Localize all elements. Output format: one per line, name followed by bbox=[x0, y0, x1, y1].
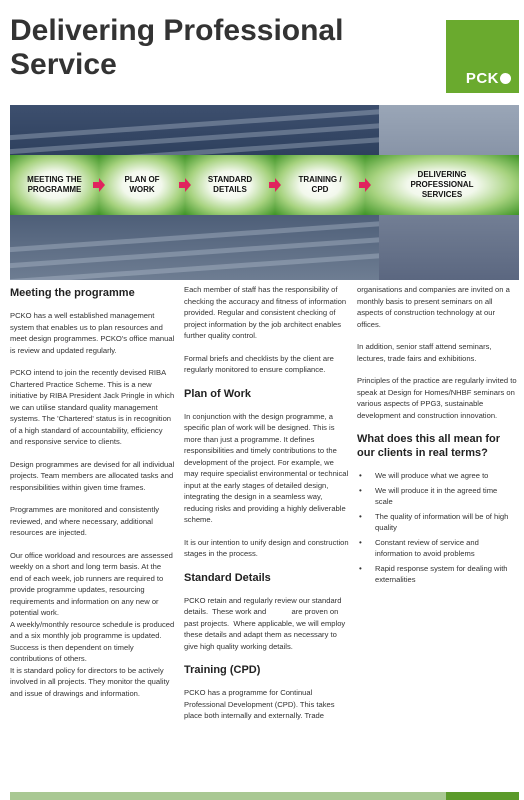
benefits-list bbox=[357, 470, 517, 586]
column-2 bbox=[184, 284, 349, 733]
list-item bbox=[357, 563, 517, 586]
paragraph: Design programmes are devised for all individual projects. Team members are allocated tasks and responsibilities within given time frames. bbox=[10, 459, 175, 492]
section-heading-training: Training (CPD) bbox=[184, 664, 261, 676]
paragraph: PCKO intend to join the recently devised RIBA Chartered Practice Scheme. This is a new initiative by RIBA President Jack Pringle in which we can utilise standard quality management systems. The 'Chartered' status is in recognition of a high standard of accountability, efficiency and responsive service to clients. bbox=[10, 368, 175, 446]
paragraph: organisations and companies are invited on a monthly basis to present seminars on all aspects of construction technology at our offices. bbox=[357, 285, 510, 329]
bullet-icon: • bbox=[359, 485, 362, 495]
list-item-text: Rapid response system for dealing with externalities bbox=[375, 563, 508, 584]
paragraph: Programmes are monitored and consistently reviewed, and where necessary, additional resources are injected. bbox=[10, 505, 159, 537]
logo-text bbox=[466, 70, 511, 87]
list-item-text: We will produce it in the agreed time scale bbox=[375, 485, 498, 506]
section-heading-standard-details: Standard Details bbox=[184, 571, 271, 584]
list-item bbox=[357, 537, 517, 560]
bullet-icon: • bbox=[359, 471, 362, 480]
arrow-right-icon bbox=[92, 177, 106, 193]
paragraph: PCKO has a well established management system that enables us to plan resources and meet design programmes. PCKO's office manual is review and updated regularly. bbox=[10, 311, 175, 355]
paragraph: Formal briefs and checklists by the client are regularly monitored to ensure compliance. bbox=[184, 353, 334, 374]
process-step-standard bbox=[185, 155, 275, 215]
process-banner bbox=[10, 105, 519, 280]
pcko-logo bbox=[446, 20, 519, 93]
process-step-label: DELIVERING PROFESSIONAL SERVICES bbox=[410, 170, 474, 199]
footer-accent bbox=[446, 792, 519, 800]
list-item-text: Constant review of service and information to avoid problems bbox=[375, 537, 479, 558]
title-line-1: Delivering Professional bbox=[10, 14, 344, 47]
list-item-text: The quality of information will be of high quality bbox=[375, 511, 509, 532]
paragraph: It is standard policy for directors to be actively involved in all projects. They monitor the quality and issue of drawings and information. bbox=[10, 665, 170, 698]
process-strip bbox=[10, 155, 519, 215]
paragraph: In conjunction with the design programme, a specific plan of work will be designed. This is more than just a programme. It defines responsibilities and timely contributions to the development of the project. For example, we may require specialist environmental or technical input at the early stages of detailed design, integrating the design in a seamless way, reducing risks and providing a highly deliverable scheme. bbox=[184, 411, 349, 524]
footer-bar bbox=[10, 792, 519, 800]
paragraph: PCKO has a programme for Continual Professional Development (CPD). This takes place both internally and externally. Trade bbox=[184, 688, 335, 720]
process-step-label: MEETING THE PROGRAMME bbox=[27, 175, 82, 194]
paragraph: In addition, senior staff attend seminars, lectures, trade fairs and exhibitions. bbox=[357, 342, 492, 363]
process-step-label: TRAINING / CPD bbox=[298, 175, 342, 194]
process-step-label: STANDARD DETAILS bbox=[207, 175, 253, 194]
list-item bbox=[357, 470, 517, 482]
arrow-right-icon bbox=[358, 177, 372, 193]
page-title bbox=[10, 14, 410, 82]
arrow-right-icon bbox=[268, 177, 282, 193]
title-line-2: Service bbox=[10, 48, 117, 81]
process-step-delivering bbox=[365, 155, 519, 215]
bullet-icon: • bbox=[359, 511, 362, 521]
process-step-plan bbox=[99, 155, 185, 215]
bullet-icon: • bbox=[359, 563, 362, 573]
process-step-label: PLAN OF WORK bbox=[124, 175, 160, 194]
section-heading-meeting: Meeting the programme bbox=[10, 287, 135, 299]
paragraph: PCKO retain and regularly review our standard details. These work and are proven on past projects. Where applicable, we will employ these details and adapt them as necessary to give high quality working details. bbox=[184, 595, 348, 651]
logo-o-circle-icon bbox=[500, 73, 511, 84]
column-3 bbox=[357, 284, 517, 589]
section-heading-client-benefits: What does this all mean for our clients in real terms? bbox=[357, 433, 501, 459]
paragraph: It is our intention to unify design and construction stages in the process. bbox=[184, 537, 349, 558]
list-item-text: We will produce what we agree to bbox=[375, 471, 489, 480]
bullet-icon: • bbox=[359, 537, 362, 547]
column-1 bbox=[10, 286, 175, 710]
list-item bbox=[357, 511, 517, 534]
process-step-training bbox=[275, 155, 365, 215]
logo-letters: PCK bbox=[465, 70, 499, 87]
paragraph: Our office workload and resources are assessed weekly on a short and long term basis. At the end of each week, job runners are required to provide programme updates, resourcing requirements and information on any new or potential work. bbox=[10, 550, 173, 617]
process-step-meeting bbox=[10, 155, 99, 215]
arrow-right-icon bbox=[178, 177, 192, 193]
paragraph: Each member of staff has the responsibility of checking the accuracy and fitness of information provided. Regular and consistent checking of project information by the job architect enables further quality control. bbox=[184, 285, 347, 340]
list-item bbox=[357, 485, 517, 508]
paragraph: Principles of the practice are regularly invited to speak at Design for Homes/NHBF seminars on various aspects of PPG3, sustainable development and construction innovation. bbox=[357, 376, 517, 420]
section-heading-plan-of-work: Plan of Work bbox=[184, 387, 252, 400]
paragraph: A weekly/monthly resource schedule is produced and a six monthly job programme is updated. Success is then dependent on timely contributions of others. bbox=[10, 619, 175, 663]
